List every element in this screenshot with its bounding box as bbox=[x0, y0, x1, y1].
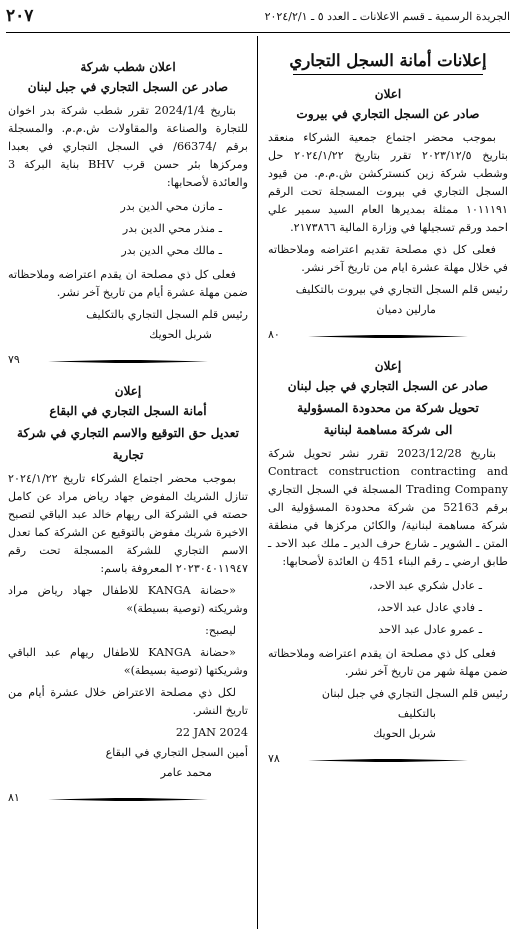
ornament-bar bbox=[48, 360, 208, 363]
signature-role: بالتكليف bbox=[397, 707, 436, 720]
section-title-underline bbox=[293, 74, 483, 75]
ornament-bar bbox=[48, 798, 208, 801]
section-title-text: إعلانات أمانة السجل التجاري bbox=[289, 51, 487, 70]
notice-heading: إعلان bbox=[374, 359, 402, 373]
right-column bbox=[268, 44, 508, 771]
notice-body: ليصبح: bbox=[205, 624, 236, 637]
notice-date: 22 JAN 2024 bbox=[175, 726, 248, 739]
notice-body: فعلى كل ذي مصلحة ان يقدم اعتراضه وملاحظاته ضمن مهلة شهر من تاريخ آخر نشر. bbox=[268, 647, 508, 678]
owner-item: ـ مازن محي الدين بدر bbox=[120, 200, 222, 213]
notice-body: «حضانة KANGA للاطفال جهاد رياض مراد وشريكته (توصية بسيطة)» bbox=[8, 584, 248, 615]
notice-body: فعلى كل ذي مصلحة ان يقدم اعتراضه وملاحظاته ضمن مهلة عشرة أيام من تاريخ آخر نشر. bbox=[8, 268, 248, 299]
notice-subheading: أمانة السجل التجاري في البقاع bbox=[49, 404, 207, 418]
signature-title: رئيس قلم السجل التجاري في بيروت بالتكليف bbox=[295, 283, 508, 296]
notice-80 bbox=[268, 85, 508, 347]
notice-body: بموجب محضر اجتماع جمعية الشركاء منعقد بتاريخ ٢٠٢٣/١٢/٥ تقرر بتاريخ ٢٠٢٤/١/٢٢ حل وشطب شركة زين كنستركشن ش.م.م. من قيود السجل التجاري في بيروت المسجلة تحت الرقم ١٠١١١٩١ ممثلة بمديرها العام السيد سمير علي احمد ورقم تسجيلها في وزارة المالية ٢١٧٣٨٦٦. bbox=[268, 131, 508, 234]
notice-divider bbox=[268, 325, 508, 347]
signature-name: شربل الحويك bbox=[149, 328, 212, 341]
notice-79 bbox=[8, 58, 248, 372]
notice-81 bbox=[8, 382, 248, 810]
ornament-bar bbox=[308, 335, 468, 338]
notice-subheading: صادر عن السجل التجاري في جبل لبنان bbox=[27, 80, 229, 94]
notice-heading: اعلان bbox=[374, 87, 402, 101]
notice-divider bbox=[268, 749, 508, 771]
owner-item: ـ عمرو عادل عبد الاحد bbox=[378, 623, 482, 636]
notice-number: ٨١ bbox=[8, 791, 20, 804]
column-divider bbox=[257, 36, 258, 929]
notice-subheading: تعديل حق التوقيع والاسم التجاري في شركة تجارية bbox=[16, 426, 240, 462]
page-number: ٢٠٧ bbox=[6, 6, 34, 26]
notice-number: ٧٩ bbox=[8, 353, 20, 366]
notice-number: ٨٠ bbox=[268, 328, 280, 341]
notice-heading: اعلان شطب شركة bbox=[80, 60, 176, 74]
notice-body: بتاريخ 2024/1/4 تقرر شطب شركة بدر اخوان للتجارة والصناعة والمقاولات ش.م.م. والمسجلة برقم /66374/ في السجل التجاري في بعبدا ومركزها بئر حسن قرب BHV بناية البركة 3 والعائدة لأصحابها: bbox=[8, 104, 248, 189]
notice-body: فعلى كل ذي مصلحة تقديم اعتراضه وملاحظاته في خلال مهلة عشرة ايام من تاريخ آخر نشر. bbox=[268, 243, 508, 274]
signature-title: أمين السجل التجاري في البقاع bbox=[105, 746, 248, 759]
notice-subheading: صادر عن السجل التجاري في بيروت bbox=[296, 107, 480, 121]
notice-78 bbox=[268, 357, 508, 771]
notice-subheading: الى شركة مساهمة لبنانية bbox=[323, 423, 453, 437]
notice-subheading: تحويل شركة من محدودة المسؤولية bbox=[297, 401, 479, 415]
notice-body: بموجب محضر اجتماع الشركاء تاريخ ٢٠٢٤/١/٢٢ تنازل الشريك المفوض جهاد رياض مراد عن كامل حصته في الشركة الى ريهام خالد عبد الباقي لتصبح الاخيرة شريك مفوض بالتوقيع عن الشركة كما تعدل الاسم التجاري للشركة المسجلة تحت رقم ٢٠٢٣٠٤٠١١٩٤٧ المعروفة باسم: bbox=[8, 472, 248, 575]
notice-body: «حضانة KANGA للاطفال ريهام عبد الباقي وشريكتها (توصية بسيطة)» bbox=[8, 646, 248, 677]
notice-divider bbox=[8, 350, 248, 372]
owner-item: ـ فادي عادل عبد الاحد، bbox=[376, 601, 482, 614]
signature-title: رئيس قلم السجل التجاري في جبل لبنان bbox=[321, 687, 508, 700]
section-title bbox=[268, 52, 508, 75]
running-title: الجريدة الرسمية ـ قسم الاعلانات ـ العدد ٥ ـ ٢٠٢٤/٢/١ bbox=[264, 10, 510, 23]
signature-title: رئيس قلم السجل التجاري بالتكليف bbox=[86, 308, 248, 321]
owner-item: ـ منذر محي الدين بدر bbox=[122, 222, 222, 235]
signature-name: محمد عامر bbox=[160, 766, 212, 779]
page-header bbox=[6, 8, 510, 32]
ornament-bar bbox=[308, 759, 468, 762]
notice-subheading: صادر عن السجل التجاري في جبل لبنان bbox=[287, 379, 489, 393]
notice-number: ٧٨ bbox=[268, 752, 280, 765]
owner-item: ـ عادل شكري عبد الاحد، bbox=[369, 579, 482, 592]
notice-body: بتاريخ 2023/12/28 تقرر نشر تحويل شركة Contract construction contracting and Trading Company المسجلة في السجل التجاري برقم 52163 من شركة محدودة المسؤولية الى شركة مساهمة لبنانية/ والكائن مركزها في منطقة المتن ـ الشوير ـ شارع حرف الدير ـ ملك عبد الاحد ـ طابق ارضي ـ رقم البناء 451 ن العائدة لأصحابها: bbox=[268, 447, 509, 568]
left-column bbox=[8, 44, 248, 810]
owner-item: ـ مالك محي الدين بدر bbox=[121, 244, 222, 257]
header-rule bbox=[6, 32, 510, 33]
notice-body: لكل ذي مصلحة الاعتراض خلال عشرة أيام من تاريخ النشر. bbox=[8, 686, 248, 717]
signature-name: مارلين دميان bbox=[376, 303, 436, 316]
signature-name: شربل الحويك bbox=[373, 727, 436, 740]
notice-divider bbox=[8, 788, 248, 810]
notice-heading: إعلان bbox=[114, 384, 142, 398]
